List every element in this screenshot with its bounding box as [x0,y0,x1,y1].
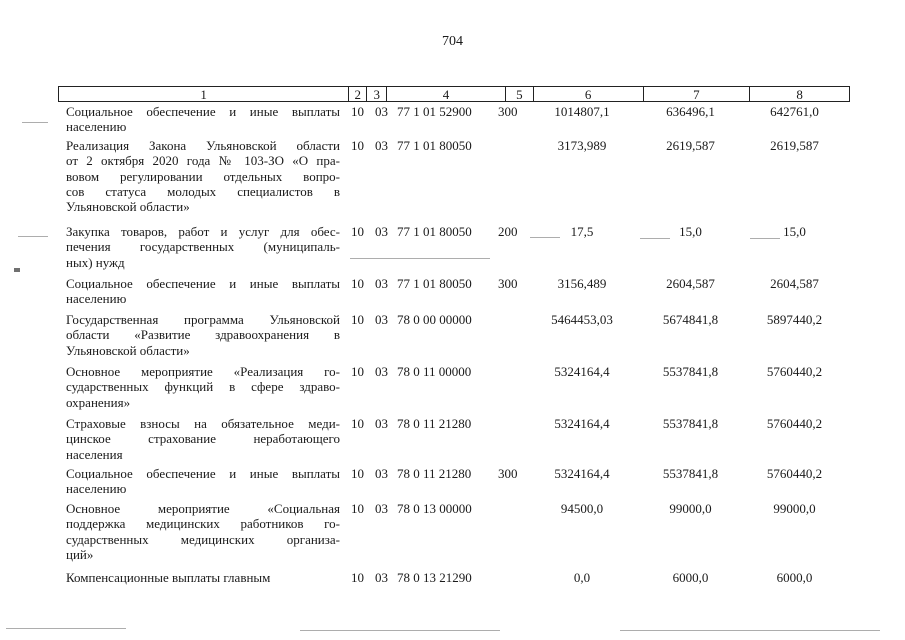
description-line: Страховые взносы на обязательное меди- [66,416,340,431]
amount-col-8-cell: 2619,587 [770,138,819,153]
amount-col-8-cell: 642761,0 [770,104,819,119]
amount-col-7-cell: 5537841,8 [662,416,719,431]
header-col-8: 8 [796,87,803,102]
section-cell: 10 [351,138,364,153]
amount-col-8-cell: 15,0 [783,224,806,239]
table-header [58,86,850,102]
description-line: охранения» [66,394,131,410]
row-description [66,224,340,270]
row-description [66,416,340,462]
scan-artifact [300,630,500,631]
description-line: Основное мероприятие «Реализация го- [66,364,340,379]
scan-artifact [620,630,880,631]
target-article-cell: 77 1 01 80050 [397,224,472,239]
description-line: сударственных функций в сфере здраво- [66,379,340,395]
subsection-cell: 03 [375,138,388,153]
description-line: печения государственных (муниципаль- [66,239,340,255]
amount-col-6-cell: 3173,989 [557,138,607,153]
target-article-cell: 78 0 11 00000 [397,364,472,379]
row-description [66,466,340,497]
amount-col-7-cell: 2604,587 [666,276,715,291]
target-article-cell: 78 0 13 21290 [397,570,472,585]
subsection-cell: 03 [375,224,388,239]
amount-col-7-cell: 15,0 [679,224,702,239]
target-article-cell: 77 1 01 80050 [397,138,472,153]
section-cell: 10 [351,501,364,516]
row-description [66,276,340,307]
scan-artifact [6,628,126,629]
expense-kind-cell: 200 [498,224,518,239]
row-description [66,138,340,214]
header-col-1: 1 [59,87,349,101]
target-article-cell: 78 0 13 00000 [397,501,472,516]
description-line: Закупка товаров, работ и услуг для обес- [66,224,340,239]
amount-col-6-cell: 5324164,4 [554,466,610,481]
subsection-cell: 03 [375,501,388,516]
amount-col-6-cell: 0,0 [573,570,591,585]
amount-col-7-cell: 99000,0 [669,501,712,516]
page-number: 704 [442,34,463,49]
subsection-cell: 03 [375,312,388,327]
description-line: вовом регулировании отдельных вопро- [66,168,340,184]
description-line: от 2 октября 2020 года № 103-ЗО «О пра- [66,153,340,169]
amount-col-6-cell: 1014807,1 [554,104,610,119]
amount-col-6-cell: 5324164,4 [554,416,610,431]
row-description [66,104,340,135]
scan-artifact [640,238,670,239]
description-line: населению [66,119,127,135]
description-line: ций» [66,546,94,562]
amount-col-8-cell: 99000,0 [773,501,816,516]
description-line: области «Развитие здравоохранения в [66,327,340,343]
amount-col-8-cell: 5897440,2 [766,312,823,327]
scan-artifact [22,122,48,123]
target-article-cell: 77 1 01 80050 [397,276,472,291]
scan-artifact [14,268,20,272]
description-line: Государственная программа Ульяновской [66,312,340,327]
description-line: Компенсационные выплаты главным [66,570,271,585]
amount-col-6-cell: 5464453,03 [551,312,613,327]
row-description [66,570,340,585]
scan-artifact [530,237,560,238]
scan-artifact [350,258,490,259]
subsection-cell: 03 [375,104,388,119]
section-cell: 10 [351,466,364,481]
description-line: сударственных медицинских организа- [66,531,340,547]
amount-col-6-cell: 3156,489 [557,276,607,291]
section-cell: 10 [351,312,364,327]
amount-col-7-cell: 5537841,8 [662,466,719,481]
section-cell: 10 [351,364,364,379]
subsection-cell: 03 [375,364,388,379]
header-col-3: 3 [367,87,387,101]
section-cell: 10 [351,224,364,239]
header-col-5: 5 [506,87,534,101]
amount-col-6-cell: 94500,0 [560,501,604,516]
header-col-2: 2 [349,87,367,101]
amount-col-7-cell: 2619,587 [666,138,715,153]
target-article-cell: 78 0 11 21280 [397,416,472,431]
expense-kind-cell: 300 [498,466,518,481]
row-description [66,312,340,358]
scan-artifact [750,238,780,239]
amount-col-6-cell: 17,5 [570,224,594,239]
amount-col-7-cell: 5674841,8 [662,312,719,327]
header-col-4: 4 [387,87,506,101]
description-line: сов статуса молодых специалистов в [66,183,340,199]
header-col-7: 7 [644,87,751,101]
header-col-6: 6 [534,87,644,101]
amount-col-7-cell: 5537841,8 [662,364,719,379]
subsection-cell: 03 [375,466,388,481]
description-line: Социальное обеспечение и иные выплаты [66,276,340,291]
section-cell: 10 [351,416,364,431]
description-line: Ульяновской области» [66,199,190,215]
amount-col-6-cell: 5324164,4 [554,364,610,379]
description-line: Основное мероприятие «Социальная [66,501,340,516]
target-article-cell: 77 1 01 52900 [397,104,472,119]
row-description [66,364,340,410]
amount-col-8-cell: 6000,0 [776,570,813,585]
row-description [66,501,340,562]
section-cell: 10 [351,570,364,585]
amount-col-7-cell: 636496,1 [666,104,715,119]
subsection-cell: 03 [375,416,388,431]
subsection-cell: 03 [375,276,388,291]
description-line: ных) нужд [66,254,125,270]
expense-kind-cell: 300 [498,276,518,291]
scan-artifact [18,236,48,237]
expense-kind-cell: 300 [498,104,518,119]
description-line: Ульяновской области» [66,342,190,358]
description-line: Социальное обеспечение и иные выплаты [66,104,340,119]
section-cell: 10 [351,276,364,291]
description-line: населению [66,291,127,307]
description-line: цинское страхование неработающего [66,431,340,447]
description-line: населения [66,446,123,462]
target-article-cell: 78 0 00 00000 [397,312,472,327]
section-cell: 10 [351,104,364,119]
description-line: Реализация Закона Ульяновской области [66,138,340,153]
amount-col-8-cell: 5760440,2 [766,416,823,431]
amount-col-8-cell: 5760440,2 [766,364,823,379]
amount-col-8-cell: 5760440,2 [766,466,823,481]
description-line: поддержка медицинских работников го- [66,516,340,532]
subsection-cell: 03 [375,570,388,585]
target-article-cell: 78 0 11 21280 [397,466,472,481]
amount-col-7-cell: 6000,0 [672,570,709,585]
description-line: Социальное обеспечение и иные выплаты [66,466,340,481]
description-line: населению [66,481,127,497]
amount-col-8-cell: 2604,587 [770,276,819,291]
